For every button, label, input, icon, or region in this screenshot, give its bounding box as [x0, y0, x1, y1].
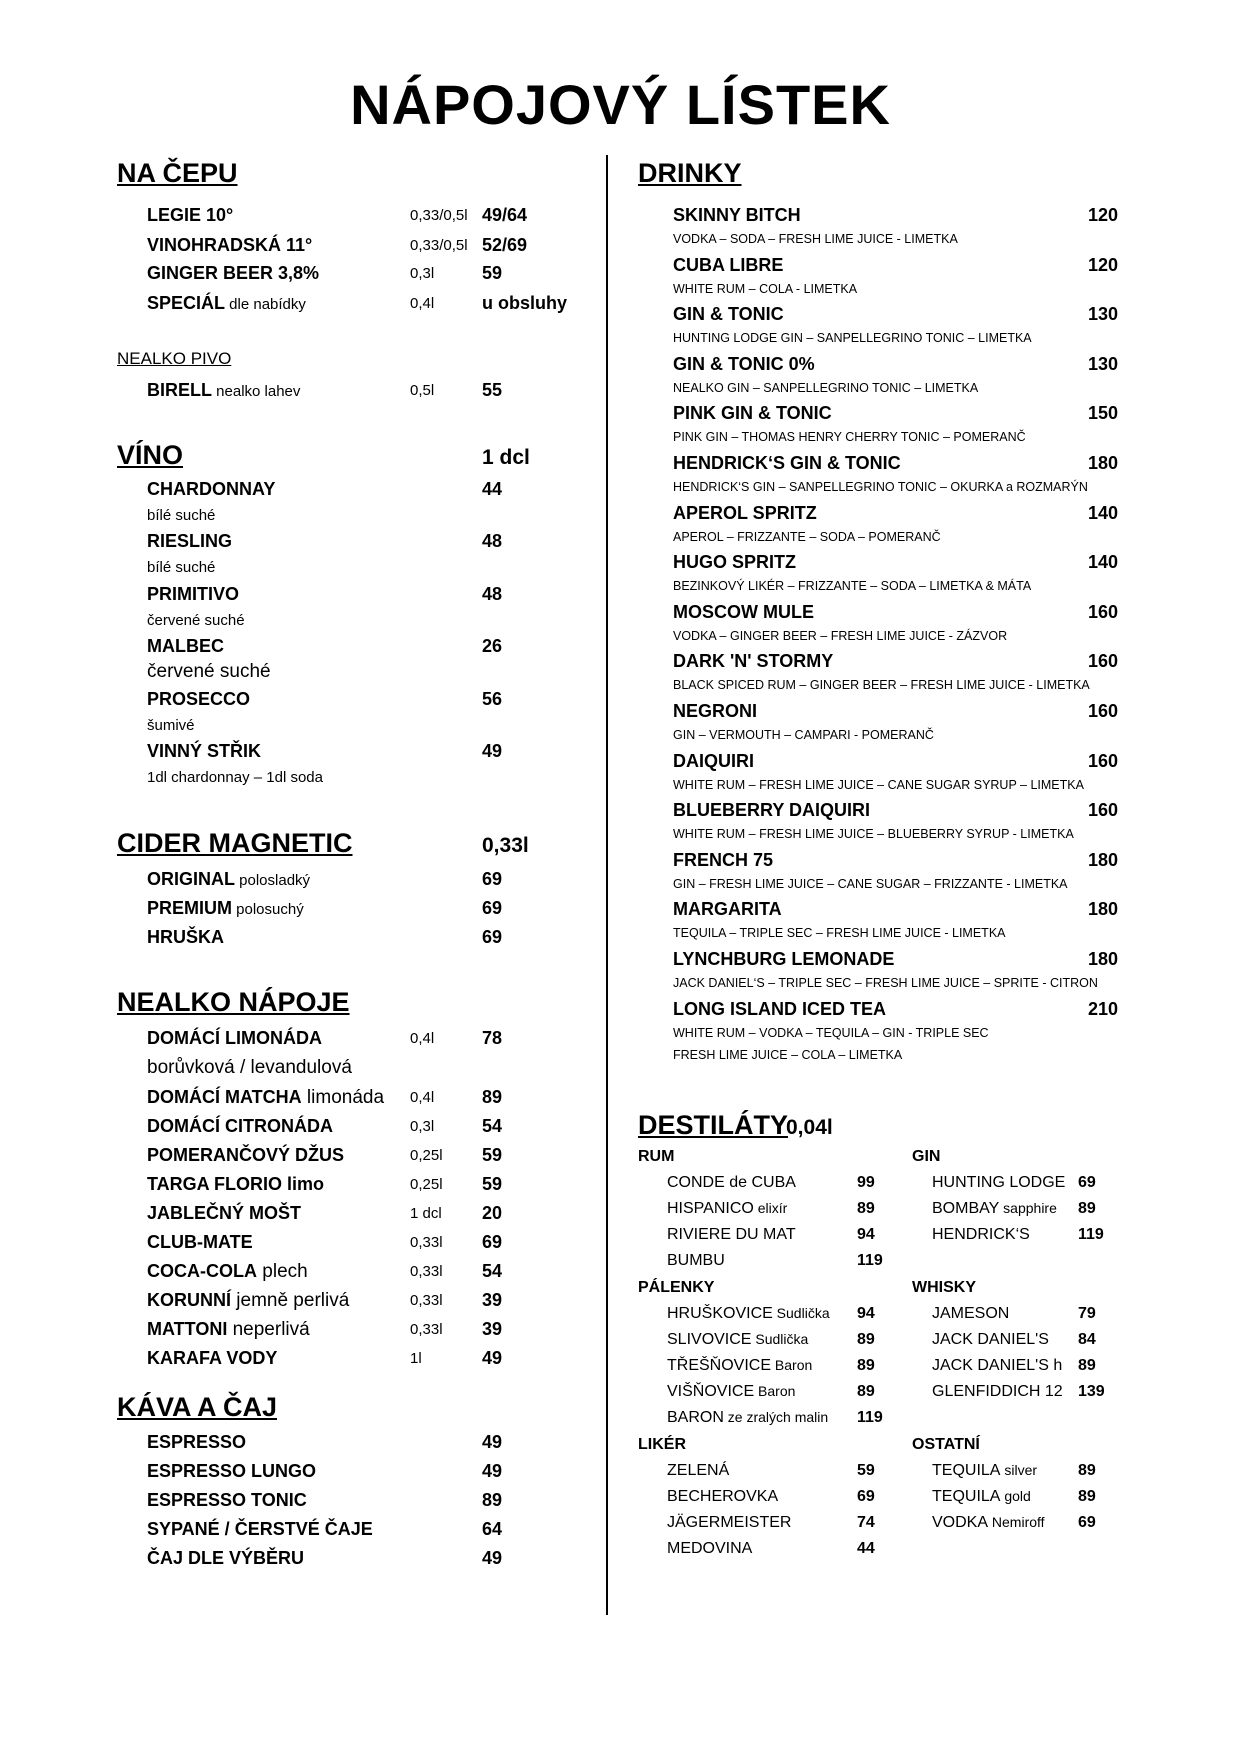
spirit-name	[932, 1488, 1031, 1506]
page-title: NÁPOJOVÝ LÍSTEK	[350, 73, 891, 136]
item-size: 0,33l	[410, 1321, 443, 1338]
spirit-name	[932, 1357, 1062, 1375]
spirit-qualifier: Baron	[754, 1383, 796, 1399]
item-price: 49/64	[482, 205, 528, 225]
spirit-label: BUMBU	[667, 1252, 725, 1269]
spirit-price: 119	[857, 1409, 883, 1426]
spirit-price: 89	[857, 1383, 875, 1400]
spirit-qualifier: ze zralých malin	[723, 1409, 829, 1425]
spirit-qualifier: silver	[1000, 1462, 1038, 1478]
drink-name: SKINNY BITCH	[673, 205, 801, 225]
item-price: 44	[482, 479, 503, 499]
spirit-price: 94	[857, 1305, 875, 1322]
section-heading-nealko-pivo: NEALKO PIVO	[117, 349, 232, 368]
drink-name: NEGRONI	[673, 701, 758, 721]
drink-name: GIN & TONIC	[673, 304, 784, 325]
section-unit: 0,04l	[786, 1116, 833, 1139]
menu-item	[147, 1174, 324, 1195]
spirit-label: SLIVOVICE	[667, 1331, 752, 1348]
menu-item	[147, 1461, 316, 1482]
spirit-name	[667, 1305, 830, 1323]
drink-ingredients: WHITE RUM – FRESH LIME JUICE – BLUEBERRY SYRUP - LIMETKA	[673, 827, 1074, 842]
item-name: VINNÝ STŘIK	[147, 741, 262, 761]
drink-name: FRENCH 75	[673, 849, 774, 870]
drink-ingredients: GIN – VERMOUTH – CAMPARI - POMERANČ	[673, 728, 934, 742]
drink-ingredients: PINK GIN – THOMAS HENRY CHERRY TONIC – POMERANČ	[673, 430, 1026, 445]
item-description: polosuchý	[232, 901, 304, 918]
menu-item	[147, 479, 275, 500]
category-ostatni: OSTATNÍ	[912, 1436, 980, 1453]
spirit-qualifier: Baron	[771, 1357, 813, 1373]
menu-item	[147, 1028, 322, 1049]
menu-item	[147, 1548, 304, 1569]
menu-item	[147, 927, 224, 948]
item-name: MATTONI	[147, 1319, 228, 1339]
spirit-price: 74	[857, 1514, 875, 1531]
section-heading-kava: KÁVA A ČAJ	[117, 1392, 278, 1422]
item-description: 1dl chardonnay – 1dl soda	[147, 769, 323, 786]
spirit-label: HRUŠKOVICE	[667, 1305, 773, 1322]
menu-item	[147, 1319, 310, 1341]
spirit-label: JACK DANIEL'S h	[932, 1357, 1063, 1374]
item-size: 0,3l	[410, 265, 435, 282]
item-description: dle nabídky	[225, 296, 306, 313]
item-price: 39	[482, 1290, 503, 1310]
item-price: 59	[482, 263, 503, 283]
spirit-price: 99	[857, 1174, 875, 1191]
category-gin: GIN	[912, 1148, 941, 1165]
menu-item	[147, 1057, 352, 1079]
spirit-label: MEDOVINA	[667, 1540, 753, 1557]
menu-item	[147, 1145, 344, 1166]
item-price: 69	[482, 898, 503, 918]
menu-item	[147, 263, 319, 284]
spirit-name	[932, 1305, 1009, 1323]
drink-price: 160	[1088, 750, 1119, 771]
item-size: 0,33/0,5l	[410, 207, 468, 224]
item-size: 0,25l	[410, 1147, 443, 1164]
drink-name: HUGO SPRITZ	[673, 552, 797, 573]
item-name: COCA-COLA	[147, 1261, 257, 1281]
item-price: 54	[482, 1261, 503, 1281]
item-price: 69	[482, 869, 503, 889]
drink-price: 120	[1088, 205, 1119, 225]
spirit-label: HENDRICK‘S	[932, 1226, 1030, 1243]
item-size: 0,33l	[410, 1292, 443, 1309]
spirit-qualifier: elixír	[753, 1200, 788, 1216]
item-name: DOMÁCÍ CITRONÁDA	[147, 1116, 333, 1136]
spirit-label: ZELENÁ	[667, 1462, 730, 1479]
spirit-price: 94	[857, 1226, 875, 1243]
category-liker: LIKÉR	[638, 1436, 686, 1453]
category-whisky: WHISKY	[912, 1279, 976, 1296]
spirit-price: 89	[1078, 1488, 1096, 1505]
drink-price: 210	[1088, 998, 1119, 1019]
spirit-label: TEQUILA	[932, 1488, 1001, 1505]
drink-ingredients: WHITE RUM – FRESH LIME JUICE – CANE SUGAR SYRUP – LIMETKA	[673, 777, 1084, 792]
drink-name: BLUEBERRY DAIQUIRI	[673, 800, 871, 821]
item-name: DOMÁCÍ LIMONÁDA	[147, 1028, 322, 1048]
spirit-label: TEQUILA	[932, 1462, 1001, 1479]
category-rum: RUM	[638, 1148, 675, 1165]
item-name: SYPANÉ / ČERSTVÉ ČAJE	[147, 1519, 373, 1539]
section-heading-cider: CIDER MAGNETIC	[117, 828, 353, 858]
spirit-label: RIVIERE DU MAT	[667, 1226, 796, 1243]
spirit-label: CONDE de CUBA	[667, 1174, 796, 1191]
menu-item	[147, 1490, 307, 1511]
item-price: 39	[482, 1319, 503, 1339]
spirit-name	[667, 1174, 796, 1192]
spirit-label: HISPANICO	[667, 1200, 754, 1217]
section-unit: 0,33l	[482, 834, 529, 857]
item-name: HRUŠKA	[147, 927, 225, 947]
section-unit: 1 dcl	[482, 446, 530, 469]
item-price: 64	[482, 1519, 503, 1539]
item-size: 0,4l	[410, 1089, 435, 1106]
item-name: CLUB-MATE	[147, 1232, 253, 1252]
menu-item	[147, 1232, 253, 1253]
section-heading-nealko-napoje: NEALKO NÁPOJE	[117, 987, 350, 1017]
drink-ingredients: VODKA – GINGER BEER – FRESH LIME JUICE - ZÁZVOR	[673, 628, 1008, 643]
spirit-qualifier: Sudlička	[772, 1305, 830, 1321]
item-size: 1 dcl	[410, 1205, 442, 1222]
item-name: PROSECCO	[147, 688, 251, 709]
spirit-price: 89	[857, 1200, 875, 1217]
menu-item	[147, 584, 239, 605]
spirit-name	[667, 1200, 787, 1218]
spirit-name	[932, 1200, 1057, 1218]
spirit-name	[667, 1252, 725, 1270]
spirit-qualifier: gold	[1000, 1488, 1031, 1504]
menu-item	[147, 1432, 246, 1453]
drink-name: HENDRICK‘S GIN & TONIC	[673, 453, 901, 473]
spirit-price: 119	[1078, 1226, 1104, 1243]
menu-item	[147, 869, 310, 890]
spirit-name	[667, 1331, 808, 1349]
drink-price: 160	[1088, 800, 1119, 821]
item-name: ESPRESSO	[147, 1432, 247, 1452]
drink-ingredients: NEALKO GIN – SANPELLEGRINO TONIC – LIMETKA	[673, 380, 979, 395]
spirit-label: BOMBAY	[932, 1200, 1000, 1217]
item-description: nealko lahev	[212, 383, 301, 400]
spirit-qualifier: sapphire	[999, 1200, 1057, 1216]
spirit-name	[932, 1462, 1037, 1480]
drink-price: 180	[1088, 949, 1119, 969]
menu-item	[147, 1348, 277, 1369]
item-name: SPECIÁL	[147, 293, 226, 313]
menu-item	[147, 1203, 301, 1224]
item-name: LEGIE 10°	[147, 205, 234, 225]
item-price: 48	[482, 583, 503, 604]
item-price: 49	[482, 1461, 503, 1481]
spirit-label: HUNTING LODGE	[932, 1174, 1066, 1191]
spirit-price: 69	[1078, 1514, 1096, 1531]
item-name: JABLEČNÝ MOŠT	[147, 1203, 302, 1223]
item-size: 0,4l	[410, 295, 435, 312]
menu-item	[147, 531, 232, 552]
spirit-price: 89	[857, 1331, 875, 1348]
item-name: CHARDONNAY	[147, 479, 276, 499]
drink-ingredients: WHITE RUM – COLA - LIMETKA	[673, 281, 858, 296]
item-description: limonáda	[301, 1087, 385, 1108]
menu-item	[147, 1116, 333, 1137]
spirit-price: 139	[1078, 1383, 1105, 1400]
drink-name: LONG ISLAND ICED TEA	[673, 998, 887, 1019]
menu-item	[147, 1290, 349, 1312]
item-size: 0,5l	[410, 382, 435, 399]
item-name: MALBEC	[147, 636, 224, 657]
item-price: 78	[482, 1028, 503, 1048]
item-price: 69	[482, 1232, 503, 1252]
spirit-name	[932, 1226, 1030, 1244]
item-description: červené suché	[147, 661, 271, 683]
item-name: PRIMITIVO	[147, 583, 240, 604]
drink-name: MOSCOW MULE	[673, 601, 814, 622]
item-price: 48	[482, 531, 503, 552]
spirit-name	[667, 1357, 812, 1375]
spirit-price: 89	[1078, 1462, 1096, 1479]
spirit-name	[932, 1174, 1065, 1192]
drink-ingredients: JACK DANIEL‘S – TRIPLE SEC – FRESH LIME JUICE – SPRITE - CITRON	[673, 976, 1098, 990]
column-divider	[606, 155, 608, 1615]
menu-item	[147, 380, 300, 401]
drink-ingredients: GIN – FRESH LIME JUICE – CANE SUGAR – FRIZZANTE - LIMETKA	[673, 876, 1068, 891]
drink-ingredients: VODKA – SODA – FRESH LIME JUICE - LIMETKA	[673, 232, 958, 246]
spirit-name	[667, 1462, 729, 1480]
item-description: jemně perlivá	[231, 1290, 350, 1311]
item-name: ORIGINAL	[147, 869, 235, 889]
drink-ingredients: TEQUILA – TRIPLE SEC – FRESH LIME JUICE - LIMETKA	[673, 926, 1006, 941]
item-price: 55	[482, 380, 503, 400]
drink-ingredients: HENDRICK‘S GIN – SANPELLEGRINO TONIC – OKURKA a ROZMARÝN	[673, 480, 1088, 494]
drink-price: 130	[1088, 304, 1119, 325]
drink-ingredients: BLACK SPICED RUM – GINGER BEER – FRESH LIME JUICE - LIMETKA	[673, 678, 1090, 693]
spirit-label: VIŠŇOVICE	[667, 1383, 755, 1400]
item-name: BIRELL	[147, 380, 212, 400]
item-size: 1l	[410, 1350, 422, 1367]
drink-ingredients: APEROL – FRIZZANTE – SODA – POMERANČ	[673, 529, 941, 544]
item-name: RIESLING	[147, 531, 233, 552]
item-description: bílé suché	[147, 507, 216, 524]
item-price: 49	[482, 1548, 503, 1568]
category-palenky: PÁLENKY	[638, 1279, 715, 1296]
spirit-name	[667, 1409, 828, 1427]
spirit-name	[932, 1514, 1045, 1532]
drink-name: DARK 'N' STORMY	[673, 651, 834, 672]
menu-item	[147, 293, 306, 314]
spirit-label: BARON	[667, 1409, 724, 1426]
item-price: 20	[482, 1203, 503, 1223]
drink-name: APEROL SPRITZ	[673, 502, 817, 523]
item-description: polosladký	[235, 872, 311, 889]
spirit-price: 69	[1078, 1174, 1096, 1191]
item-name: KARAFA VODY	[147, 1348, 278, 1368]
item-price: 69	[482, 927, 503, 947]
drink-price: 160	[1088, 601, 1119, 622]
drink-name: PINK GIN & TONIC	[673, 403, 832, 424]
drink-name: MARGARITA	[673, 899, 782, 920]
item-size: 0,33l	[410, 1234, 443, 1251]
menu-item	[147, 1261, 308, 1283]
spirit-qualifier: Sudlička	[751, 1331, 809, 1347]
spirit-price: 89	[1078, 1357, 1096, 1374]
spirit-price: 89	[1078, 1200, 1096, 1217]
item-price: 89	[482, 1490, 503, 1510]
drink-ingredients: HUNTING LODGE GIN – SANPELLEGRINO TONIC – LIMETKA	[673, 331, 1032, 346]
drink-price: 160	[1088, 651, 1119, 672]
section-heading-destilaty: DESTILÁTY	[638, 1110, 789, 1140]
drink-price: 130	[1088, 353, 1119, 374]
drink-ingredients: BEZINKOVÝ LIKÉR – FRIZZANTE – SODA – LIMETKA & MÁTA	[673, 579, 1032, 594]
spirit-name	[667, 1226, 796, 1244]
spirit-price: 59	[857, 1462, 875, 1479]
menu-item	[147, 235, 312, 256]
drink-price: 180	[1088, 849, 1119, 870]
item-description: borůvková / levandulová	[147, 1057, 352, 1078]
item-price: 49	[482, 1348, 503, 1368]
spirit-price: 84	[1078, 1331, 1096, 1348]
item-name: ESPRESSO LUNGO	[147, 1461, 317, 1481]
item-price: u obsluhy	[482, 293, 567, 313]
spirit-price: 119	[857, 1252, 883, 1269]
spirit-label: JACK DANIEL'S	[932, 1331, 1049, 1348]
drink-price: 120	[1088, 254, 1119, 275]
item-size: 0,4l	[410, 1030, 435, 1047]
item-price: 56	[482, 688, 503, 709]
drink-price: 140	[1088, 552, 1119, 573]
menu-item	[147, 636, 224, 657]
spirit-label: JÄGERMEISTER	[667, 1514, 792, 1531]
item-size: 0,33l	[410, 1263, 443, 1280]
spirit-qualifier: Nemiroff	[988, 1514, 1045, 1530]
item-price: 54	[482, 1116, 503, 1136]
spirit-label: GLENFIDDICH 12	[932, 1383, 1063, 1400]
item-name: ESPRESSO TONIC	[147, 1490, 307, 1510]
drink-name: CUBA LIBRE	[673, 254, 784, 275]
item-price: 26	[482, 636, 503, 657]
item-size: 0,3l	[410, 1118, 435, 1135]
item-size: 0,25l	[410, 1176, 443, 1193]
section-heading-vino: VÍNO	[117, 440, 184, 470]
item-name: POMERANČOVÝ DŽUS	[147, 1145, 345, 1165]
drink-price: 160	[1088, 701, 1119, 721]
item-price: 59	[482, 1145, 503, 1165]
spirit-name	[932, 1331, 1049, 1349]
spirit-name	[667, 1540, 752, 1558]
item-description: červené suché	[147, 611, 245, 629]
item-name: PREMIUM	[147, 898, 232, 918]
drink-price: 180	[1088, 453, 1119, 473]
drink-name: DAIQUIRI	[673, 750, 754, 771]
item-name: VINOHRADSKÁ 11°	[147, 235, 313, 255]
spirit-label: BECHEROVKA	[667, 1488, 779, 1505]
item-name: GINGER BEER 3,8%	[147, 263, 320, 283]
item-price: 89	[482, 1087, 503, 1107]
drink-price: 180	[1088, 899, 1119, 920]
menu-item	[147, 689, 250, 710]
section-heading-na-cepu: NA ČEPU	[117, 158, 238, 188]
section-heading-drinky: DRINKY	[638, 158, 742, 188]
item-price: 49	[482, 1432, 503, 1452]
spirit-price: 69	[857, 1488, 875, 1505]
drink-name: LYNCHBURG LEMONADE	[673, 949, 895, 969]
item-description: plech	[257, 1261, 308, 1282]
spirit-label: TŘEŠŇOVICE	[667, 1357, 772, 1374]
spirit-name	[667, 1488, 778, 1506]
drink-price: 150	[1088, 403, 1119, 424]
menu-item	[147, 741, 261, 762]
menu-item	[147, 1087, 384, 1109]
drink-price: 140	[1088, 502, 1119, 523]
item-size: 0,33/0,5l	[410, 237, 468, 254]
item-name: TARGA FLORIO limo	[147, 1174, 324, 1194]
spirit-price: 89	[857, 1357, 875, 1374]
item-name: KORUNNÍ	[147, 1290, 231, 1310]
item-description: šumivé	[147, 716, 195, 734]
spirit-name	[932, 1383, 1063, 1401]
item-description: neperlivá	[227, 1319, 310, 1340]
spirit-label: VODKA	[932, 1514, 989, 1531]
spirit-price: 44	[857, 1540, 875, 1557]
drink-ingredients: WHITE RUM – VODKA – TEQUILA – GIN - TRIPLE SEC	[673, 1025, 989, 1040]
drink-name: GIN & TONIC 0%	[673, 353, 815, 374]
spirit-name	[667, 1514, 791, 1532]
menu-item	[147, 898, 304, 919]
spirit-label: JAMESON	[932, 1305, 1010, 1322]
item-description: bílé suché	[147, 559, 216, 577]
item-price: 49	[482, 741, 503, 761]
drink-ingredients: FRESH LIME JUICE – COLA – LIMETKA	[673, 1047, 903, 1062]
menu-item	[147, 205, 233, 226]
item-name: ČAJ DLE VÝBĚRU	[147, 1548, 305, 1568]
item-price: 59	[482, 1174, 503, 1194]
spirit-name	[667, 1383, 795, 1401]
menu-item	[147, 1519, 373, 1540]
spirit-price: 79	[1078, 1305, 1096, 1322]
item-price: 52/69	[482, 235, 528, 255]
item-name: DOMÁCÍ MATCHA	[147, 1087, 302, 1107]
